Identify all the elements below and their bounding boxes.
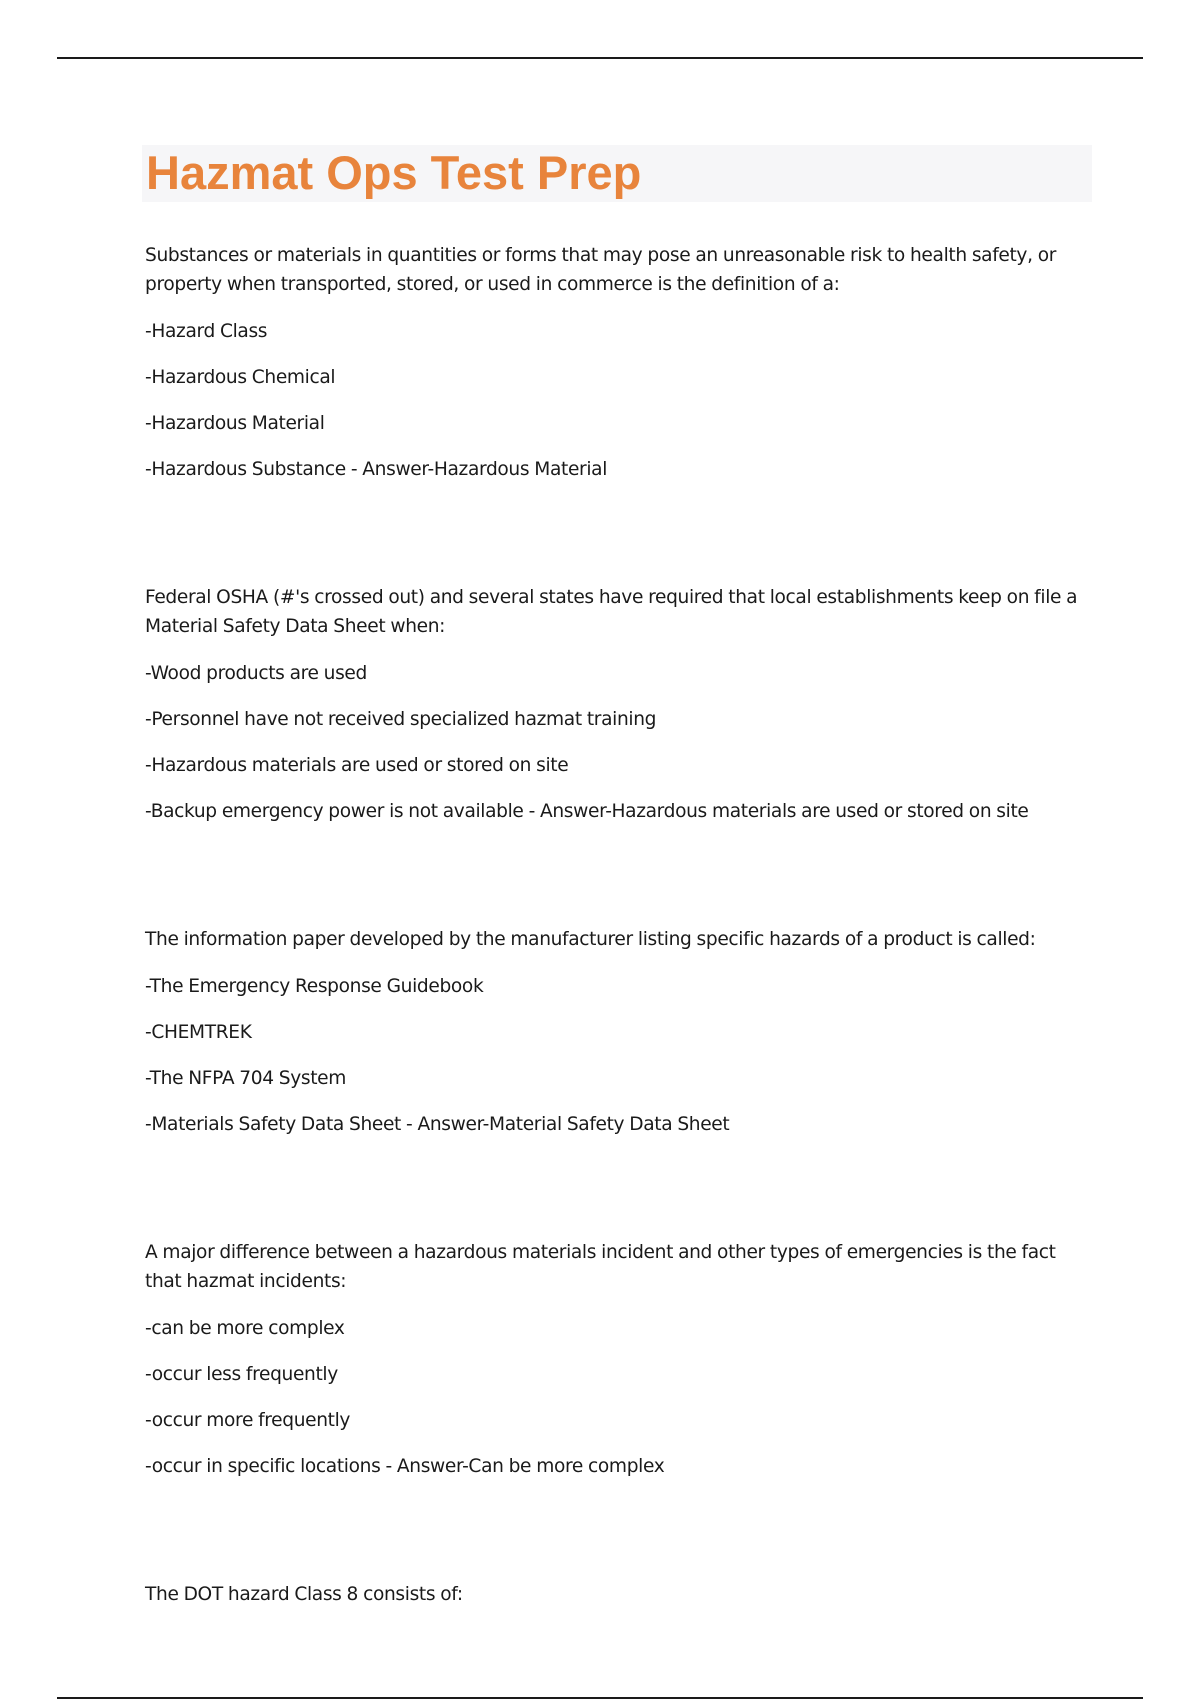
answer-option: -The Emergency Response Guidebook xyxy=(145,976,484,997)
question-prompt: A major difference between a hazardous materials incident and other types of emergencies is the fact that hazmat incidents: xyxy=(145,1242,1056,1292)
question-prompt: Federal OSHA (#'s crossed out) and several states have required that local establishments keep on file a Material Safety Data Sheet when: xyxy=(145,587,1078,637)
answer-option: -occur in specific locations - Answer-Can be more complex xyxy=(145,1456,665,1477)
question-prompt: The DOT hazard Class 8 consists of: xyxy=(145,1584,463,1605)
question-block xyxy=(145,925,1085,1148)
question-block xyxy=(145,1580,1085,1609)
question-prompt: The information paper developed by the manufacturer listing specific hazards of a product is called: xyxy=(145,929,1036,950)
answer-option: -Hazardous Substance - Answer-Hazardous Material xyxy=(145,459,608,480)
answer-option: -Wood products are used xyxy=(145,663,367,684)
question-prompt: Substances or materials in quantities or forms that may pose an unreasonable risk to health safety, or property when transported, stored, or used in commerce is the definition of a: xyxy=(145,245,1057,295)
answer-option: -occur less frequently xyxy=(145,1364,338,1385)
answer-option: -occur more frequently xyxy=(145,1410,351,1431)
answer-option: -Personnel have not received specialized hazmat training xyxy=(145,709,657,730)
answer-option: -The NFPA 704 System xyxy=(145,1068,346,1089)
bottom-divider xyxy=(57,1697,1143,1699)
answer-option: -Hazardous Chemical xyxy=(145,367,336,388)
question-list xyxy=(145,241,1085,1699)
answer-option: -CHEMTREK xyxy=(145,1022,252,1043)
answer-option: -Hazard Class xyxy=(145,321,268,342)
question-block xyxy=(145,241,1085,493)
question-block xyxy=(145,1238,1085,1490)
answer-option: -Hazardous Material xyxy=(145,413,325,434)
page-title: Hazmat Ops Test Prep xyxy=(146,146,642,199)
question-block xyxy=(145,583,1085,835)
answer-option: -Backup emergency power is not available - Answer-Hazardous materials are used or stored on site xyxy=(145,801,1029,822)
answer-option: -Materials Safety Data Sheet - Answer-Material Safety Data Sheet xyxy=(145,1114,730,1135)
answer-option: -Hazardous materials are used or stored on site xyxy=(145,755,569,776)
answer-option: -can be more complex xyxy=(145,1318,345,1339)
top-divider xyxy=(57,57,1143,59)
